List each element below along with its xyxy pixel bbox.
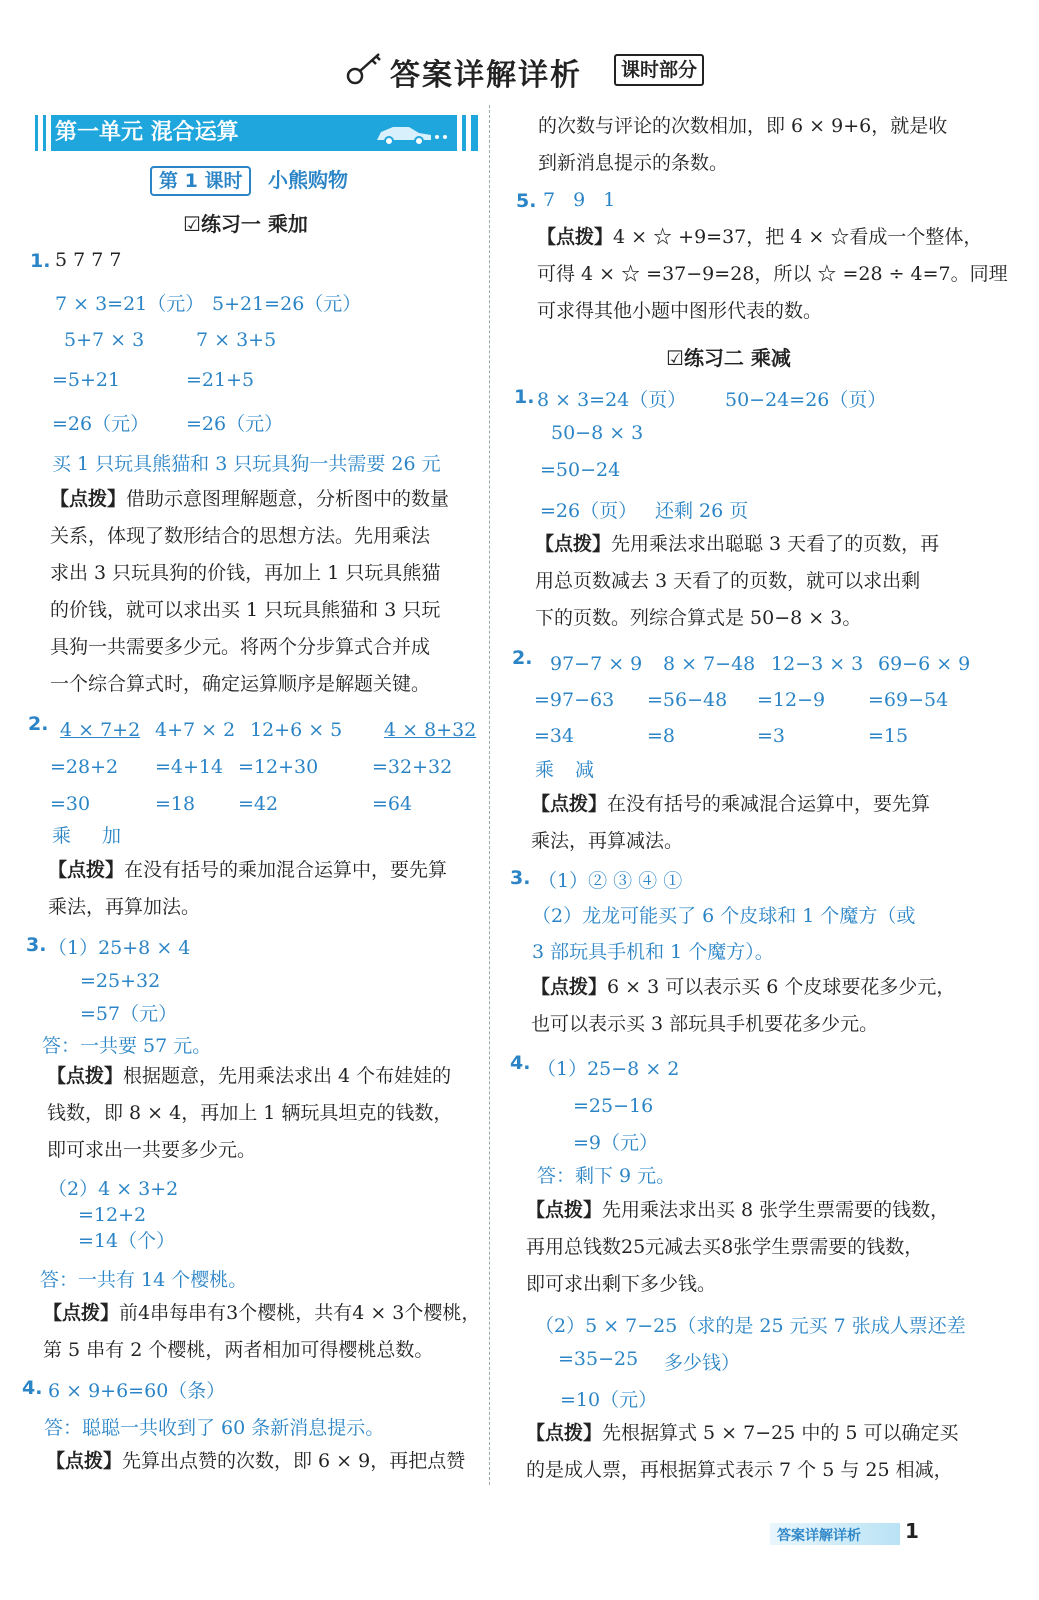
ex2-q1-line2: 50−8 × 3 [551,422,644,444]
footer-label: 答案详解详析 [777,1528,861,1544]
car-icon [373,122,453,146]
exercise-1-heading [183,208,308,237]
q3-answer1: 答：一共要 57 元。 [42,1035,212,1057]
q1-number: 1. [30,250,51,272]
ex2-q2-col4: 69−6 × 9 =69−54 =15 [868,653,971,747]
ex2-q2-col1: 97−7 × 9 =97−63 =34 [534,653,643,747]
exercise-2-title: 练习二 乘减 [683,346,791,370]
unit-banner [35,115,478,151]
ex2-q2-col3: 12−3 × 3 =12−9 =3 [757,653,864,747]
ex2-q4-number: 4. [510,1052,531,1074]
q1-tip: 【点拨】借助示意图理解题意，分析图中的数量 关系，体现了数形结合的思想方法。先用乘法 求出 3 只玩具狗的价钱，再加上 1 只玩具熊猫 的价钱，就可以求出买 1 只玩具熊猫和 3 只玩 具狗一共需要多少元。将两个分步算式合并成 一个综合算式时，确定运算顺序是解题关键。 [50,488,450,695]
q5-number: 5. [516,190,537,212]
q2-col1: 4 × 7+2 =28+2 =30 [50,719,141,815]
ex2-q4-part2-note: 多少钱） [664,1352,741,1374]
q1-answers: 5 7 7 7 [55,249,122,271]
checkbox-icon: ☑ [183,212,201,236]
q1-line1a: 7 × 3=21（元） [55,293,205,315]
ex2-q3-tip: 【点拨】6 × 3 可以表示买 6 个皮球要花多少元， 也可以表示买 3 部玩具手机要花多少元。 [531,976,956,1035]
ex2-q3-number: 3. [510,867,531,889]
q4-number: 4. [22,1377,43,1399]
ex2-q2-col2: 8 × 7−48 =56−48 =8 [647,653,756,747]
exercise-1-title: 练习一 乘加 [200,212,308,236]
ex2-q4-part1: （1）25−8 × 2 =25−16 =9（元） [537,1058,680,1154]
q4-equation: 6 × 9+6=60（条） [48,1380,226,1402]
ex2-q4-tip2: 【点拨】先根据算式 5 × 7−25 中的 5 可以确定买 的是成人票，再根据算式表示 7 个 5 与 25 相减， [526,1422,959,1481]
q3-tip1: 【点拨】根据题意，先用乘法求出 4 个布娃娃的 钱数，即 8 × 4，再加上 1 辆玩具坦克的钱数， 即可求出一共要多少元。 [47,1065,453,1161]
ex2-q2-tip: 【点拨】在没有括号的乘减混合运算中，要先算 乘法，再算减法。 [531,793,931,852]
q1-line4b: =26（元） [186,413,284,435]
q2-word2: 加 [102,825,122,847]
q2-col4: 4 × 8+32 =32+32 =64 [372,719,477,815]
ex2-q4-part2-line2: =35−25 [558,1348,639,1370]
q2-word1: 乘 [52,825,72,847]
ex2-q2-word1: 乘 [535,759,555,781]
ex2-q4-part2-line1: （2）5 × 7−25（求的是 25 元买 7 张成人票还差 [535,1315,966,1337]
page-number: 1 [905,1519,919,1543]
ex2-q1-tip: 【点拨】先用乘法求出聪聪 3 天看了的页数，再 用总页数减去 3 天看了的页数，就可以求出剩 下的页数。列综合算式是 50−8 × 3。 [535,533,940,629]
q3-tip2: 【点拨】前4串每串有3个樱桃，共有4 × 3个樱桃， 第 5 串有 2 个樱桃，两者相加可得樱桃总数。 [43,1302,481,1361]
q2-col3: 12+6 × 5 =12+30 =42 [238,719,343,815]
unit-title: 第一单元 混合运算 [55,120,239,145]
ex2-q1-line1b: 50−24=26（页） [725,389,887,411]
q5-answers: 7 9 1 [543,189,616,211]
q1-line1b: 5+21=26（元） [212,293,362,315]
exercise-2-heading [666,342,791,371]
ex2-q1-line3: =50−24 [540,459,621,481]
q1-line3b: =21+5 [186,369,255,391]
ex2-q2-word2: 减 [575,759,595,781]
ex2-q4-part2-line3: =10（元） [560,1389,658,1411]
ex2-q1-conclusion: 还剩 26 页 [655,500,749,522]
q2-number: 2. [28,713,49,735]
ex2-q4-answer1: 答：剩下 9 元。 [537,1165,676,1187]
column-divider [489,105,490,1485]
q2-tip: 【点拨】在没有括号的乘加混合运算中，要先算 乘法，再算加法。 [48,859,448,918]
ex2-q2-number: 2. [512,647,533,669]
ex2-q1-line4: =26（页） [540,500,638,522]
ex2-q4-tip1: 【点拨】先用乘法求出买 8 张学生票需要的钱数， 再用总钱数25元减去买8张学生票需要的钱数， 即可求出剩下多少钱。 [526,1199,950,1295]
q4-tip-part1: 【点拨】先算出点赞的次数，即 6 × 9，再把点赞 [46,1450,466,1472]
q2-col2: 4+7 × 2 =4+14 =18 [155,719,236,815]
ex2-q1-line1a: 8 × 3=24（页） [537,389,687,411]
q1-line2b: 7 × 3+5 [196,329,277,351]
q1-line3a: =5+21 [52,369,121,391]
q3-number: 3. [26,934,47,956]
section-tag: 课时部分 [614,54,704,86]
q3-part2: （2）4 × 3+2 =12+2 =14（个） [48,1178,179,1252]
q3-answer2: 答：一共有 14 个樱桃。 [40,1269,248,1291]
q1-conclusion: 买 1 只玩具熊猫和 3 只玩具狗一共需要 26 元 [52,453,441,475]
ex2-q3-part1: （1）② ③ ④ ① [538,870,683,892]
q1-line2a: 5+7 × 3 [64,329,145,351]
page-title: 答案详解详析 [390,58,582,93]
lesson-number: 第 1 课时 [150,166,251,196]
ex2-q1-number: 1. [514,386,535,408]
checkbox-icon: ☑ [666,346,684,370]
lesson-name: 小熊购物 [268,168,348,192]
q5-tip: 【点拨】4 × ☆ +9=37，把 4 × ☆看成一个整体， 可得 4 × ☆ =37−9=28，所以 ☆ =28 ÷ 4=7。同理 可求得其他小题中图形代表的数。 [537,226,1008,322]
q4-tip-part2: 的次数与评论的次数相加，即 6 × 9+6，就是收 到新消息提示的条数。 [538,115,948,174]
q3-part1: （1）25+8 × 4 =25+32 =57（元） [48,937,191,1025]
ex2-q3-part2: （2）龙龙可能买了 6 个皮球和 1 个魔方（或 3 部玩具手机和 1 个魔方）。 [532,905,916,963]
q4-answer: 答：聪聪一共收到了 60 条新消息提示。 [44,1417,385,1439]
q1-line4a: =26（元） [52,413,150,435]
key-icon [345,50,385,86]
